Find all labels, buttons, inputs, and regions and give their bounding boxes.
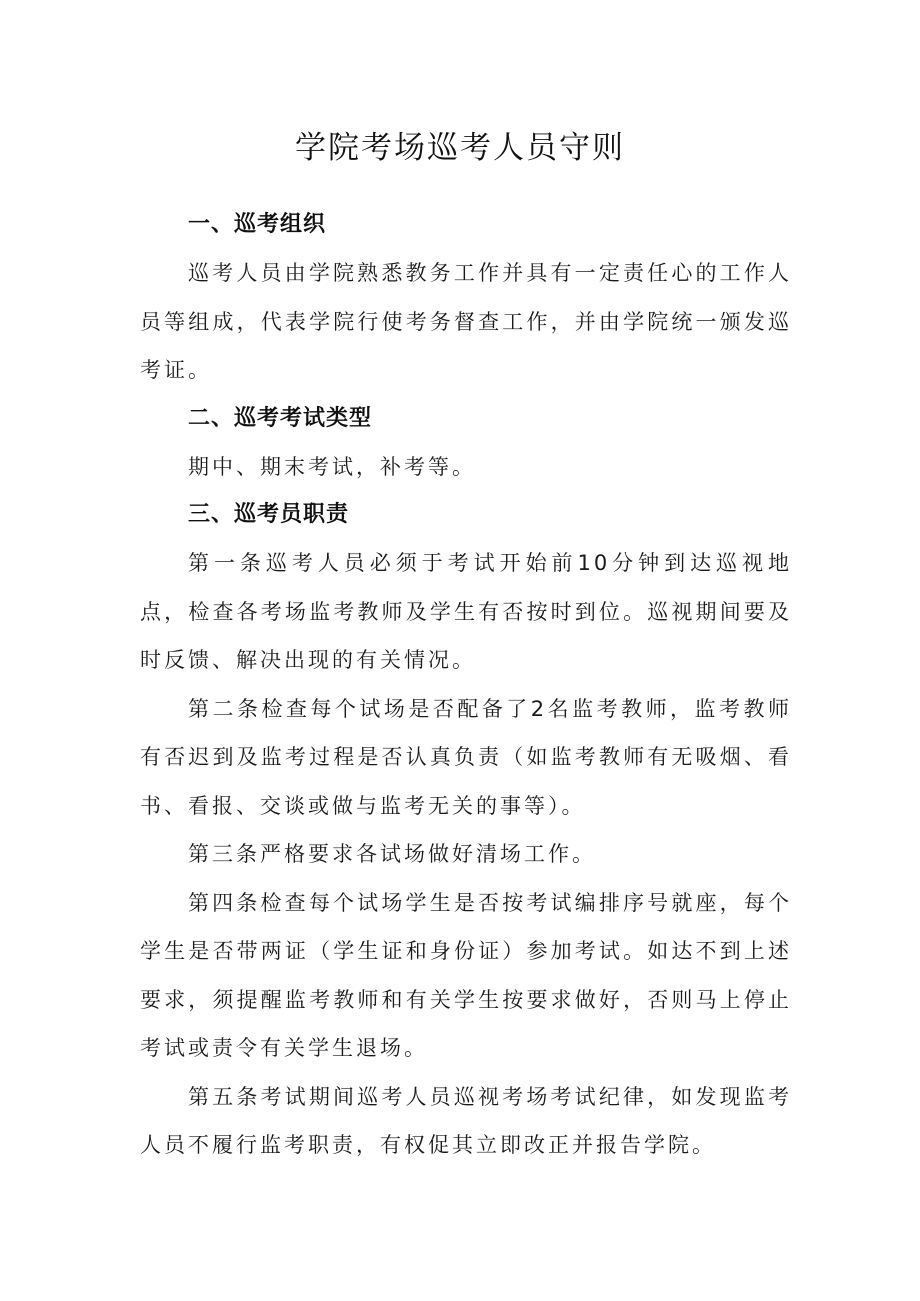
paragraph: 第三条严格要求各试场做好清场工作。 <box>188 842 596 866</box>
paragraph: 巡考人员由学院熟悉教务工作并具有一定责任心的工作人员等组成，代表学院行使考务督查工作，并由学院统一颁发巡考证。 <box>140 261 792 382</box>
section-duties <box>140 491 792 1170</box>
paragraph: 期中、期末考试，补考等。 <box>188 454 476 479</box>
section-exam-types <box>140 395 792 492</box>
document-title: 学院考场巡考人员守则 <box>295 130 625 166</box>
paragraph: 第一条巡考人员必须于考试开始前10分钟到达巡视地点，检查各考场监考教师及学生有否按时到位。巡视期间要及时反馈、解决出现的有关情况。 <box>140 551 792 672</box>
document-body <box>140 201 792 1170</box>
section-organization <box>140 201 792 395</box>
section-heading: 二、巡考考试类型 <box>188 405 373 431</box>
paragraph: 第二条检查每个试场是否配备了2名监考教师，监考教师有否迟到及监考过程是否认真负责（如监考教师有无吸烟、看书、看报、交谈或做与监考无关的事等）。 <box>140 696 792 818</box>
paragraph: 第四条检查每个试场学生是否按考试编排序号就座，每个学生是否带两证（学生证和身份证）参加考试。如达不到上述要求，须提醒监考教师和有关学生按要求做好，否则马上停止考试或责令有关学生退场。 <box>140 890 792 1060</box>
section-heading: 三、巡考员职责 <box>188 502 350 527</box>
paragraph: 第五条考试期间巡考人员巡视考场考试纪律，如发现监考人员不履行监考职责，有权促其立即改正并报告学院。 <box>140 1084 792 1157</box>
section-heading: 一、巡考组织 <box>188 212 327 237</box>
